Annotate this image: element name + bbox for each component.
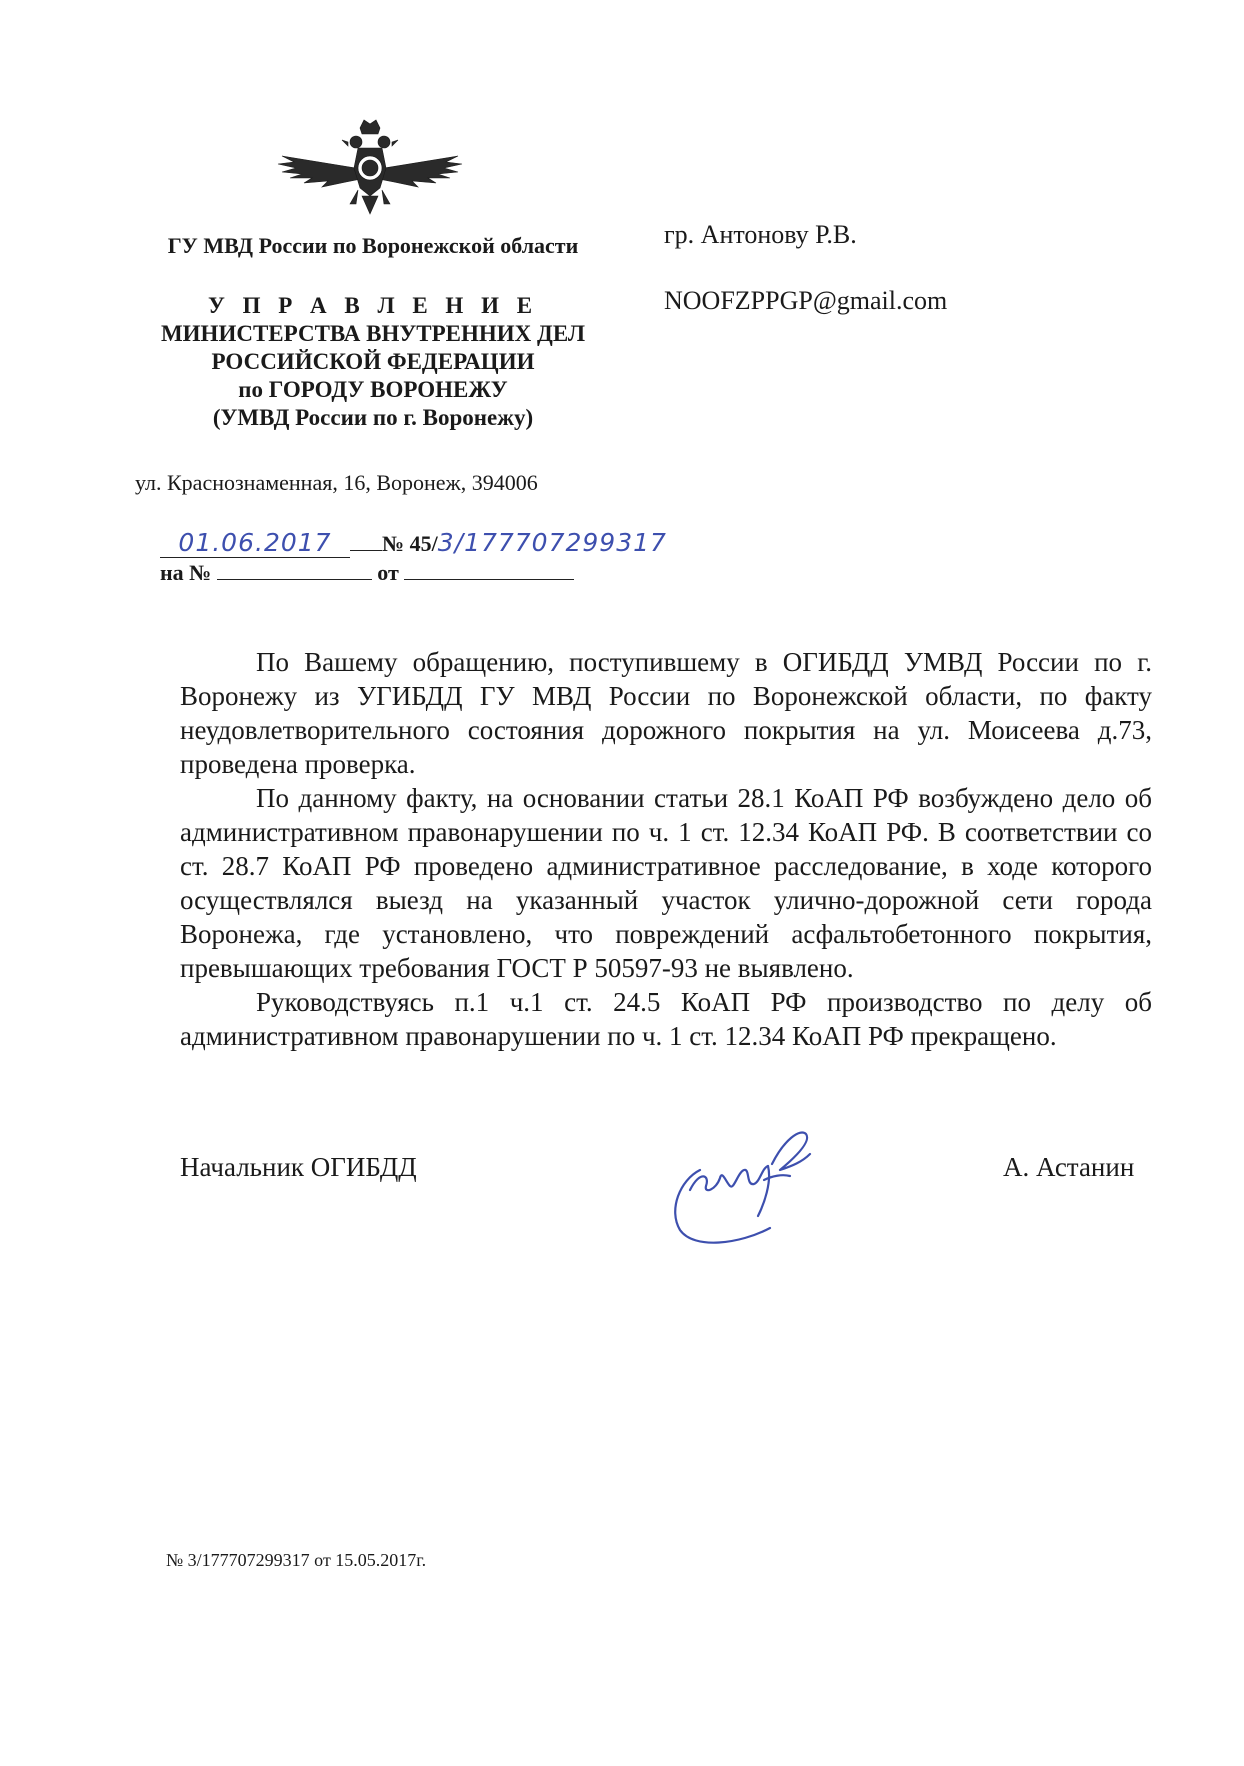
gu-mvd-name: ГУ МВД России по Воронежской области — [167, 233, 579, 258]
mvd-emblem-icon — [272, 118, 468, 222]
reference-from-label: от — [377, 560, 399, 585]
recipient-email: NOOFZPPGP@gmail.com — [664, 286, 948, 315]
department-line-ministry: МИНИСТЕРСТВА ВНУТРЕННИХ ДЕЛ — [160, 321, 586, 346]
outgoing-number-line — [160, 528, 667, 558]
department-title: У П Р А В Л Е Н И Е — [207, 293, 539, 318]
department-short-name: (УМВД России по г. Воронежу) — [212, 405, 534, 430]
footer-reference: № 3/177707299317 от 15.05.2017г. — [166, 1550, 427, 1570]
reference-date-blank — [404, 561, 574, 580]
outgoing-date: 01.06.2017 — [160, 528, 350, 558]
department-line-city: по ГОРОДУ ВОРОНЕЖУ — [238, 377, 508, 402]
department-name — [128, 292, 618, 432]
body-paragraph: Руководствуясь п.1 ч.1 ст. 24.5 КоАП РФ производство по делу об административном правонарушении по ч. 1 ст. 12.34 КоАП РФ прекращено. — [180, 987, 1152, 1051]
body-paragraph: По данному факту, на основании статьи 28.1 КоАП РФ возбуждено дело об административном правонарушении по ч. 1 ст. 12.34 КоАП РФ. В соответствии со ст. 28.7 КоАП РФ проведено административное расследование, в ходе которого осуществлялся выезд на указанный участок улично-дорожной сети города Воронежа, где установлено, что повреждений асфальтобетонного покрытия, превышающих требования ГОСТ Р 50597-93 не выявлено. — [180, 783, 1152, 983]
handwritten-signature — [660, 1120, 850, 1252]
department-address: ул. Краснознаменная, 16, Воронеж, 394006 — [135, 470, 538, 495]
body-paragraph: По Вашему обращению, поступившему в ОГИБДД УМВД России по г. Воронежу из УГИБДД ГУ МВД России по Воронежской области, по факту неудовлетворительного состояния дорожного покрытия на ул. Моисеева д.73, проведена проверка. — [180, 647, 1152, 779]
reference-number-blank — [217, 561, 372, 580]
reference-number-line — [160, 560, 574, 586]
signatory-name: А. Астанин — [1003, 1152, 1135, 1182]
recipient-name: гр. Антонову Р.В. — [664, 220, 857, 249]
reference-label: на № — [160, 560, 212, 585]
letter-body — [180, 645, 1152, 1053]
date-underline — [350, 550, 382, 551]
department-line-federation: РОССИЙСКОЙ ФЕДЕРАЦИИ — [211, 349, 535, 374]
outgoing-number-prefix: № 45/ — [382, 531, 438, 556]
outgoing-number: 3/177707299317 — [437, 528, 667, 557]
signatory-title: Начальник ОГИБДД — [180, 1152, 417, 1182]
